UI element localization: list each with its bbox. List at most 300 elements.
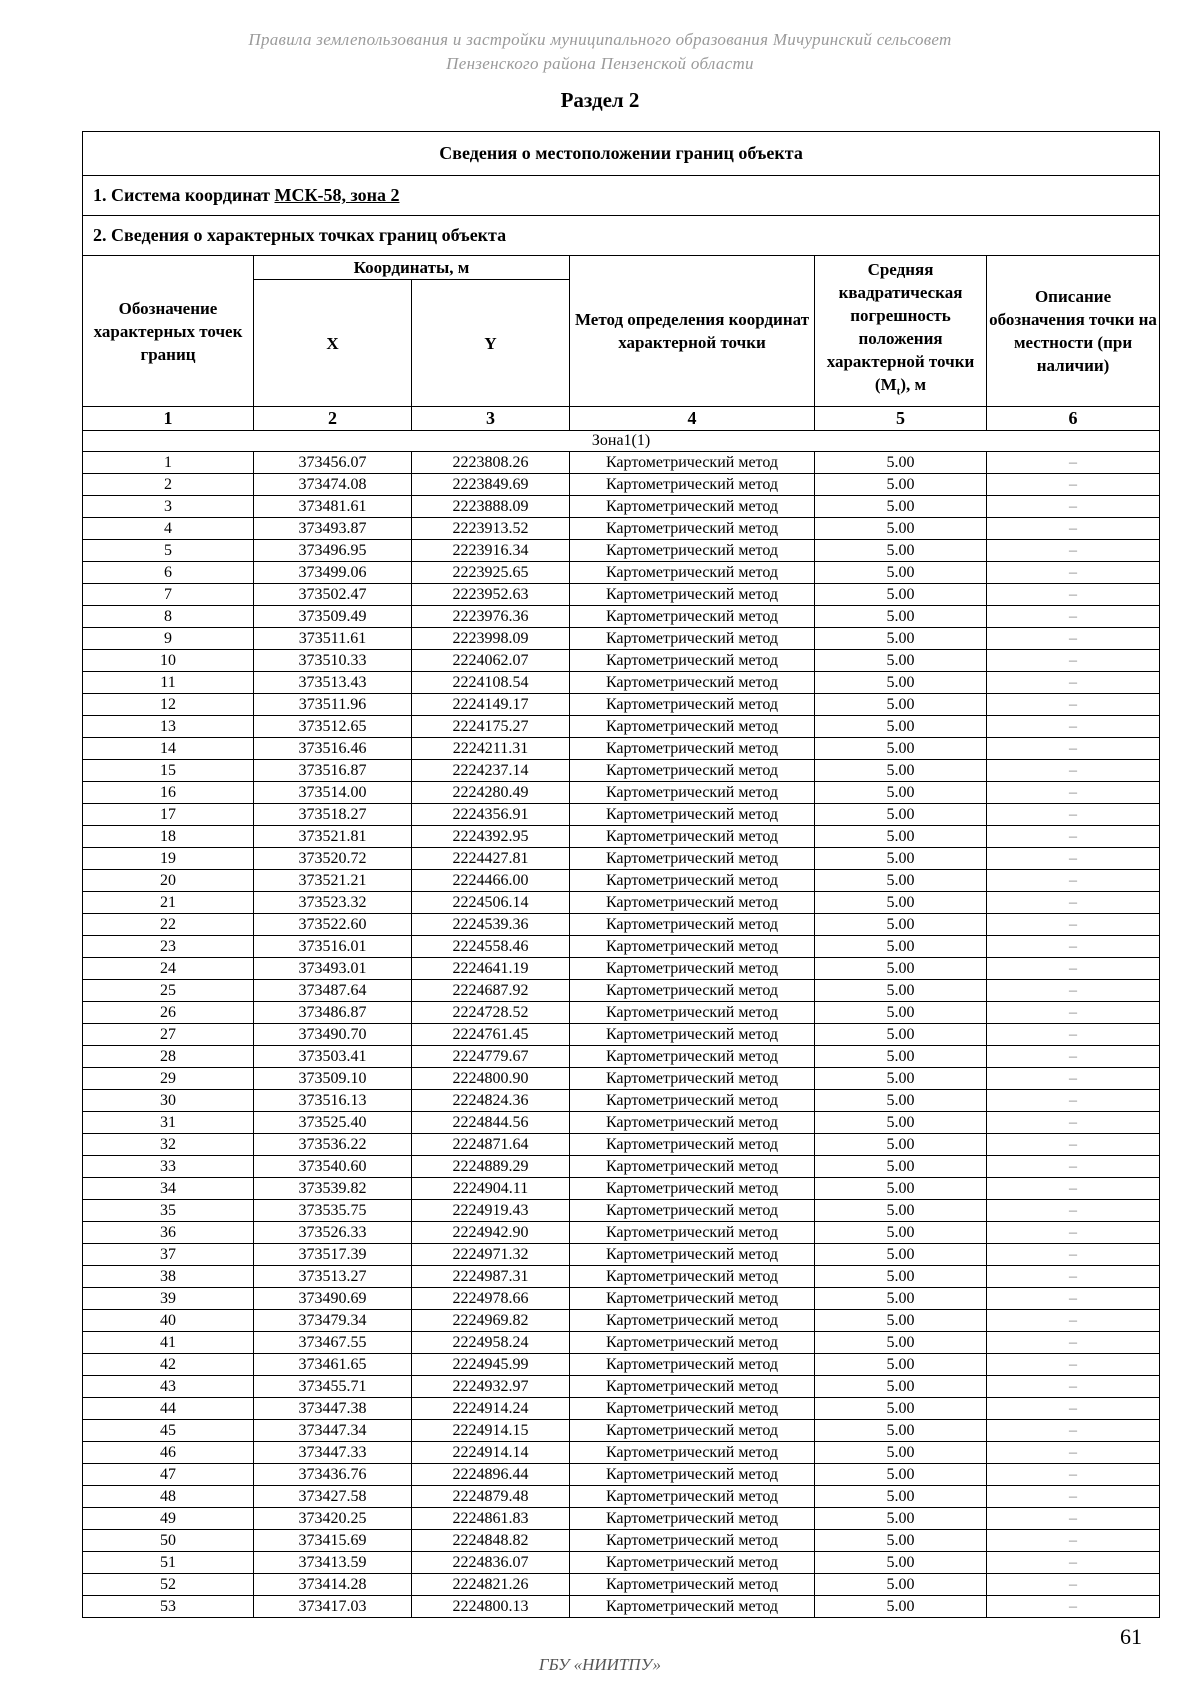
point-id: 15 — [83, 760, 254, 782]
table-row — [83, 1332, 1160, 1354]
description: – — [987, 650, 1160, 672]
error-value: 5.00 — [815, 760, 987, 782]
method: Картометрический метод — [570, 584, 815, 606]
description: – — [987, 1354, 1160, 1376]
coord-x: 373540.60 — [254, 1156, 412, 1178]
coord-x: 373496.95 — [254, 540, 412, 562]
point-id: 19 — [83, 848, 254, 870]
description: – — [987, 980, 1160, 1002]
description: – — [987, 1376, 1160, 1398]
error-value: 5.00 — [815, 958, 987, 980]
coord-y: 2224932.97 — [412, 1376, 570, 1398]
description: – — [987, 782, 1160, 804]
error-value: 5.00 — [815, 914, 987, 936]
method: Картометрический метод — [570, 782, 815, 804]
coord-x: 373493.87 — [254, 518, 412, 540]
table-row — [83, 1090, 1160, 1112]
error-value: 5.00 — [815, 1508, 987, 1530]
description: – — [987, 760, 1160, 782]
method: Картометрический метод — [570, 804, 815, 826]
method: Картометрический метод — [570, 1310, 815, 1332]
error-value: 5.00 — [815, 1398, 987, 1420]
coord-x: 373516.01 — [254, 936, 412, 958]
error-value: 5.00 — [815, 540, 987, 562]
table-row — [83, 1244, 1160, 1266]
method: Картометрический метод — [570, 518, 815, 540]
description: – — [987, 496, 1160, 518]
table-row — [83, 1376, 1160, 1398]
coord-y: 2224896.44 — [412, 1464, 570, 1486]
point-id: 3 — [83, 496, 254, 518]
point-id: 30 — [83, 1090, 254, 1112]
point-id: 53 — [83, 1596, 254, 1618]
coord-x: 373516.13 — [254, 1090, 412, 1112]
table-row — [83, 1464, 1160, 1486]
point-id: 40 — [83, 1310, 254, 1332]
error-value: 5.00 — [815, 474, 987, 496]
point-id: 49 — [83, 1508, 254, 1530]
coord-y: 2223916.34 — [412, 540, 570, 562]
coord-x: 373493.01 — [254, 958, 412, 980]
method: Картометрический метод — [570, 540, 815, 562]
method: Картометрический метод — [570, 650, 815, 672]
method: Картометрический метод — [570, 1508, 815, 1530]
coord-x: 373513.43 — [254, 672, 412, 694]
coord-x: 373481.61 — [254, 496, 412, 518]
coord-y: 2224945.99 — [412, 1354, 570, 1376]
point-id: 51 — [83, 1552, 254, 1574]
error-value: 5.00 — [815, 1178, 987, 1200]
error-value: 5.00 — [815, 1376, 987, 1398]
coord-x: 373521.81 — [254, 826, 412, 848]
coord-x: 373509.49 — [254, 606, 412, 628]
description: – — [987, 1508, 1160, 1530]
error-value: 5.00 — [815, 1596, 987, 1618]
table-row — [83, 980, 1160, 1002]
coord-y: 2224861.83 — [412, 1508, 570, 1530]
description: – — [987, 804, 1160, 826]
point-id: 21 — [83, 892, 254, 914]
coord-x: 373517.39 — [254, 1244, 412, 1266]
point-id: 14 — [83, 738, 254, 760]
method: Картометрический метод — [570, 980, 815, 1002]
error-value: 5.00 — [815, 606, 987, 628]
error-value: 5.00 — [815, 1068, 987, 1090]
method: Картометрический метод — [570, 1200, 815, 1222]
error-value: 5.00 — [815, 1332, 987, 1354]
point-id: 25 — [83, 980, 254, 1002]
method: Картометрический метод — [570, 1046, 815, 1068]
point-id: 9 — [83, 628, 254, 650]
coord-y: 2224641.19 — [412, 958, 570, 980]
coord-y: 2224356.91 — [412, 804, 570, 826]
method: Картометрический метод — [570, 1112, 815, 1134]
table-row — [83, 1354, 1160, 1376]
error-value: 5.00 — [815, 1464, 987, 1486]
coord-x: 373467.55 — [254, 1332, 412, 1354]
table-row — [83, 1288, 1160, 1310]
coord-x: 373522.60 — [254, 914, 412, 936]
coord-x: 373518.27 — [254, 804, 412, 826]
description: – — [987, 562, 1160, 584]
table-row — [83, 804, 1160, 826]
method: Картометрический метод — [570, 1244, 815, 1266]
error-value: 5.00 — [815, 1244, 987, 1266]
method: Картометрический метод — [570, 1332, 815, 1354]
description: – — [987, 1552, 1160, 1574]
table-row — [83, 1266, 1160, 1288]
description: – — [987, 870, 1160, 892]
point-id: 16 — [83, 782, 254, 804]
point-id: 41 — [83, 1332, 254, 1354]
table-row — [83, 1552, 1160, 1574]
table-row — [83, 1442, 1160, 1464]
description: – — [987, 1486, 1160, 1508]
description: – — [987, 628, 1160, 650]
method: Картометрический метод — [570, 1596, 815, 1618]
point-id: 33 — [83, 1156, 254, 1178]
error-value: 5.00 — [815, 518, 987, 540]
coord-x: 373511.61 — [254, 628, 412, 650]
coord-y: 2224824.36 — [412, 1090, 570, 1112]
table-row — [83, 1222, 1160, 1244]
method: Картометрический метод — [570, 1420, 815, 1442]
error-value: 5.00 — [815, 1530, 987, 1552]
description: – — [987, 914, 1160, 936]
coord-x: 373486.87 — [254, 1002, 412, 1024]
point-id: 27 — [83, 1024, 254, 1046]
description: – — [987, 1398, 1160, 1420]
method: Картометрический метод — [570, 628, 815, 650]
coord-y: 2223888.09 — [412, 496, 570, 518]
running-header-line2: Пензенского района Пензенской области — [446, 54, 754, 73]
error-value: 5.00 — [815, 1024, 987, 1046]
description: – — [987, 1288, 1160, 1310]
point-id: 23 — [83, 936, 254, 958]
point-id: 31 — [83, 1112, 254, 1134]
coord-x: 373535.75 — [254, 1200, 412, 1222]
header-x: X — [254, 280, 412, 407]
coord-y: 2223998.09 — [412, 628, 570, 650]
coord-x: 373514.00 — [254, 782, 412, 804]
error-value: 5.00 — [815, 584, 987, 606]
coord-x: 373461.65 — [254, 1354, 412, 1376]
method: Картометрический метод — [570, 826, 815, 848]
coord-x: 373536.22 — [254, 1134, 412, 1156]
points-heading: 2. Сведения о характерных точках границ объекта — [83, 216, 1160, 256]
point-id: 50 — [83, 1530, 254, 1552]
error-value: 5.00 — [815, 562, 987, 584]
method: Картометрический метод — [570, 936, 815, 958]
coord-y: 2223913.52 — [412, 518, 570, 540]
table-row — [83, 826, 1160, 848]
coord-y: 2224175.27 — [412, 716, 570, 738]
point-id: 47 — [83, 1464, 254, 1486]
zone-label: Зона1(1) — [83, 431, 1160, 452]
error-value: 5.00 — [815, 826, 987, 848]
table-row — [83, 518, 1160, 540]
point-id: 45 — [83, 1420, 254, 1442]
description: – — [987, 518, 1160, 540]
coord-x: 373436.76 — [254, 1464, 412, 1486]
coord-y: 2224687.92 — [412, 980, 570, 1002]
coord-y: 2224506.14 — [412, 892, 570, 914]
error-value: 5.00 — [815, 628, 987, 650]
coord-y: 2224914.14 — [412, 1442, 570, 1464]
point-id: 29 — [83, 1068, 254, 1090]
error-value: 5.00 — [815, 716, 987, 738]
coord-x: 373447.34 — [254, 1420, 412, 1442]
coord-x: 373414.28 — [254, 1574, 412, 1596]
coord-y: 2223808.26 — [412, 452, 570, 474]
point-id: 26 — [83, 1002, 254, 1024]
column-number: 1 — [83, 407, 254, 431]
method: Картометрический метод — [570, 562, 815, 584]
description: – — [987, 1332, 1160, 1354]
coord-y: 2224879.48 — [412, 1486, 570, 1508]
method: Картометрический метод — [570, 1024, 815, 1046]
point-id: 6 — [83, 562, 254, 584]
description: – — [987, 936, 1160, 958]
description: – — [987, 826, 1160, 848]
description: – — [987, 716, 1160, 738]
coord-y: 2224466.00 — [412, 870, 570, 892]
method: Картометрический метод — [570, 1486, 815, 1508]
point-id: 8 — [83, 606, 254, 628]
coord-y: 2224539.36 — [412, 914, 570, 936]
table-row — [83, 1178, 1160, 1200]
coord-y: 2224871.64 — [412, 1134, 570, 1156]
description: – — [987, 540, 1160, 562]
coord-x: 373520.72 — [254, 848, 412, 870]
method: Картометрический метод — [570, 1002, 815, 1024]
coord-y: 2224779.67 — [412, 1046, 570, 1068]
description: – — [987, 1574, 1160, 1596]
coord-x: 373417.03 — [254, 1596, 412, 1618]
method: Картометрический метод — [570, 870, 815, 892]
column-number: 4 — [570, 407, 815, 431]
description: – — [987, 1200, 1160, 1222]
coord-x: 373523.32 — [254, 892, 412, 914]
method: Картометрический метод — [570, 1530, 815, 1552]
method: Картометрический метод — [570, 1442, 815, 1464]
point-id: 35 — [83, 1200, 254, 1222]
description: – — [987, 1046, 1160, 1068]
method: Картометрический метод — [570, 606, 815, 628]
header-coordinates: Координаты, м — [254, 256, 570, 280]
point-id: 28 — [83, 1046, 254, 1068]
running-header-line1: Правила землепользования и застройки муниципального образования Мичуринский сельсовет — [248, 30, 952, 49]
point-id: 32 — [83, 1134, 254, 1156]
coord-y: 2224987.31 — [412, 1266, 570, 1288]
point-id: 22 — [83, 914, 254, 936]
table-row — [83, 1134, 1160, 1156]
method: Картометрический метод — [570, 1288, 815, 1310]
method: Картометрический метод — [570, 1134, 815, 1156]
method: Картометрический метод — [570, 1222, 815, 1244]
coord-y: 2223925.65 — [412, 562, 570, 584]
error-value: 5.00 — [815, 1574, 987, 1596]
coord-y: 2224108.54 — [412, 672, 570, 694]
coord-y: 2224062.07 — [412, 650, 570, 672]
point-id: 24 — [83, 958, 254, 980]
coord-y: 2224914.24 — [412, 1398, 570, 1420]
description: – — [987, 474, 1160, 496]
coord-y: 2223952.63 — [412, 584, 570, 606]
point-id: 4 — [83, 518, 254, 540]
error-value: 5.00 — [815, 848, 987, 870]
error-value: 5.00 — [815, 892, 987, 914]
column-number: 3 — [412, 407, 570, 431]
description: – — [987, 738, 1160, 760]
error-value: 5.00 — [815, 1112, 987, 1134]
table-row — [83, 848, 1160, 870]
description: – — [987, 584, 1160, 606]
section-title: Раздел 2 — [560, 88, 640, 112]
error-value: 5.00 — [815, 1200, 987, 1222]
table-row — [83, 1200, 1160, 1222]
error-value: 5.00 — [815, 980, 987, 1002]
table-row — [83, 540, 1160, 562]
coord-y: 2224914.15 — [412, 1420, 570, 1442]
coord-y: 2224427.81 — [412, 848, 570, 870]
coord-x: 373526.33 — [254, 1222, 412, 1244]
table-row — [83, 1046, 1160, 1068]
coordinate-system-prefix: 1. Система координат — [93, 185, 275, 205]
coord-y: 2224919.43 — [412, 1200, 570, 1222]
point-id: 43 — [83, 1376, 254, 1398]
table-row — [83, 958, 1160, 980]
method: Картометрический метод — [570, 892, 815, 914]
error-value: 5.00 — [815, 1486, 987, 1508]
point-id: 13 — [83, 716, 254, 738]
error-value: 5.00 — [815, 1310, 987, 1332]
point-id: 37 — [83, 1244, 254, 1266]
table-row — [83, 672, 1160, 694]
coord-y: 2224836.07 — [412, 1552, 570, 1574]
column-number: 5 — [815, 407, 987, 431]
table-head — [83, 132, 1160, 452]
coord-x: 373455.71 — [254, 1376, 412, 1398]
description: – — [987, 606, 1160, 628]
error-value: 5.00 — [815, 1156, 987, 1178]
description: – — [987, 1134, 1160, 1156]
table-row — [83, 1156, 1160, 1178]
coord-y: 2224761.45 — [412, 1024, 570, 1046]
point-id: 1 — [83, 452, 254, 474]
coord-x: 373427.58 — [254, 1486, 412, 1508]
error-value: 5.00 — [815, 936, 987, 958]
coord-x: 373516.46 — [254, 738, 412, 760]
description: – — [987, 1420, 1160, 1442]
error-value: 5.00 — [815, 1552, 987, 1574]
point-id: 20 — [83, 870, 254, 892]
coord-y: 2223976.36 — [412, 606, 570, 628]
coord-x: 373510.33 — [254, 650, 412, 672]
coord-x: 373415.69 — [254, 1530, 412, 1552]
table-row — [83, 650, 1160, 672]
table-row — [83, 892, 1160, 914]
header-designation: Обозначение характерных точек границ — [83, 256, 254, 407]
coord-y: 2224211.31 — [412, 738, 570, 760]
method: Картометрический метод — [570, 738, 815, 760]
point-id: 46 — [83, 1442, 254, 1464]
table-body — [83, 452, 1160, 1618]
table-row — [83, 1002, 1160, 1024]
coord-x: 373420.25 — [254, 1508, 412, 1530]
point-id: 11 — [83, 672, 254, 694]
error-value: 5.00 — [815, 1288, 987, 1310]
boundary-points-table — [82, 131, 1160, 1618]
method: Картометрический метод — [570, 716, 815, 738]
point-id: 17 — [83, 804, 254, 826]
coord-y: 2224904.11 — [412, 1178, 570, 1200]
method: Картометрический метод — [570, 496, 815, 518]
header-method: Метод определения координат характерной точки — [570, 256, 815, 407]
method: Картометрический метод — [570, 1376, 815, 1398]
table-row — [83, 1596, 1160, 1618]
coord-y: 2224821.26 — [412, 1574, 570, 1596]
coord-y: 2224800.90 — [412, 1068, 570, 1090]
method: Картометрический метод — [570, 474, 815, 496]
description: – — [987, 1178, 1160, 1200]
coord-y: 2223849.69 — [412, 474, 570, 496]
table-row — [83, 452, 1160, 474]
method: Картометрический метод — [570, 694, 815, 716]
table-row — [83, 474, 1160, 496]
method: Картометрический метод — [570, 1156, 815, 1178]
error-value: 5.00 — [815, 1266, 987, 1288]
method: Картометрический метод — [570, 1068, 815, 1090]
description: – — [987, 1244, 1160, 1266]
coord-y: 2224889.29 — [412, 1156, 570, 1178]
method: Картометрический метод — [570, 1552, 815, 1574]
coord-y: 2224728.52 — [412, 1002, 570, 1024]
point-id: 5 — [83, 540, 254, 562]
coord-x: 373490.70 — [254, 1024, 412, 1046]
coord-x: 373479.34 — [254, 1310, 412, 1332]
column-number: 6 — [987, 407, 1160, 431]
description: – — [987, 1310, 1160, 1332]
description: – — [987, 1112, 1160, 1134]
error-value: 5.00 — [815, 1046, 987, 1068]
footer-organization: ГБУ «НИИТПУ» — [538, 1655, 662, 1674]
table-row — [83, 738, 1160, 760]
error-value: 5.00 — [815, 1090, 987, 1112]
table-row — [83, 628, 1160, 650]
description: – — [987, 1068, 1160, 1090]
coord-x: 373525.40 — [254, 1112, 412, 1134]
method: Картометрический метод — [570, 1090, 815, 1112]
method: Картометрический метод — [570, 958, 815, 980]
method: Картометрический метод — [570, 1266, 815, 1288]
description: – — [987, 1090, 1160, 1112]
table-row — [83, 496, 1160, 518]
coord-y: 2224971.32 — [412, 1244, 570, 1266]
header-y: Y — [412, 280, 570, 407]
table-row — [83, 936, 1160, 958]
description: – — [987, 1222, 1160, 1244]
point-id: 2 — [83, 474, 254, 496]
table-row — [83, 1574, 1160, 1596]
point-id: 39 — [83, 1288, 254, 1310]
point-id: 12 — [83, 694, 254, 716]
method: Картометрический метод — [570, 672, 815, 694]
point-id: 52 — [83, 1574, 254, 1596]
point-id: 7 — [83, 584, 254, 606]
description: – — [987, 892, 1160, 914]
coord-x: 373447.33 — [254, 1442, 412, 1464]
